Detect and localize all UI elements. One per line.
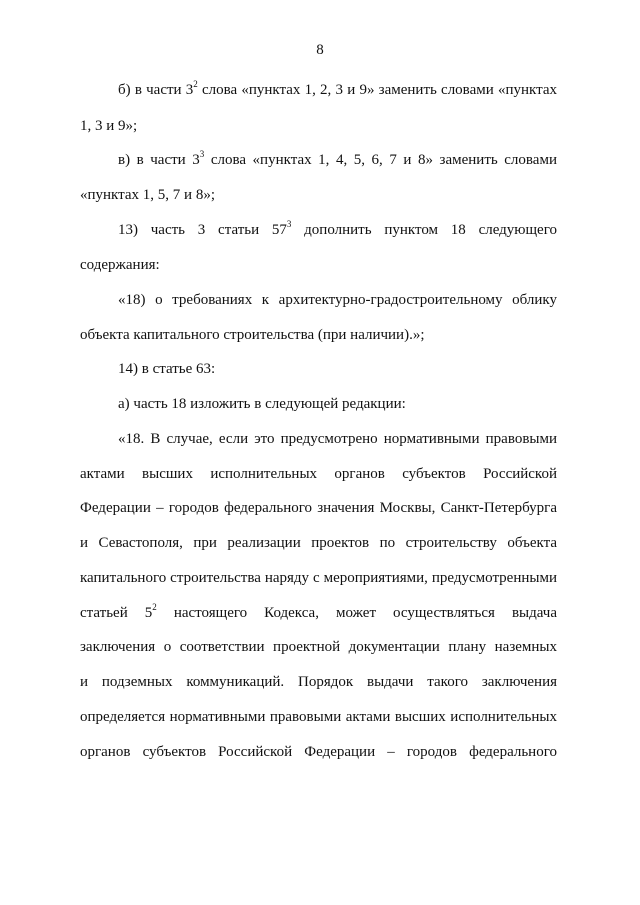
text-line: «18) о требованиях к архитектурно-градостроительному облику xyxy=(118,292,557,308)
text-line xyxy=(118,150,557,170)
text-segment: дополнить пунктом 18 следующего xyxy=(291,222,557,238)
text-segment: слова «пунктах 1, 2, 3 и 9» заменить словами «пунктах xyxy=(197,82,557,98)
text-segment: в) в части 3 xyxy=(118,152,200,168)
superscript: 3 xyxy=(199,149,205,159)
superscript: 2 xyxy=(193,79,198,89)
text-line: заключения о соответствии проектной документации плану наземных xyxy=(80,639,557,655)
text-line: а) часть 18 изложить в следующей редакции: xyxy=(118,396,406,412)
text-line: объекта капитального строительства (при наличии).»; xyxy=(80,327,425,343)
text-line: и подземных коммуникаций. Порядок выдачи такого заключения xyxy=(80,674,557,690)
text-line: Федерации – городов федерального значения Москвы, Санкт-Петербурга xyxy=(80,500,557,516)
text-line: 1, 3 и 9»; xyxy=(80,118,138,134)
text-segment: 13) часть 3 статьи 57 xyxy=(118,222,287,238)
text-segment: слова «пунктах 1, 4, 5, 6, 7 и 8» заменить словами xyxy=(204,152,557,168)
text-line: капитального строительства наряду с мероприятиями, предусмотренными xyxy=(80,570,557,586)
text-segment: статьей 5 xyxy=(80,605,153,621)
superscript: 2 xyxy=(152,602,157,612)
text-line: определяется нормативными правовыми актами высших исполнительных xyxy=(80,709,557,725)
superscript: 3 xyxy=(286,219,292,229)
text-segment: б) в части 3 xyxy=(118,82,194,98)
text-line: и Севастополя, при реализации проектов по строительству объекта xyxy=(80,535,557,551)
text-segment: настоящего Кодекса, может осуществляться выдача xyxy=(156,605,557,621)
text-line: «пунктах 1, 5, 7 и 8»; xyxy=(80,187,215,203)
text-line xyxy=(118,220,557,240)
text-line: органов субъектов Российской Федерации – городов федерального xyxy=(80,744,557,760)
text-line: актами высших исполнительных органов субъектов Российской xyxy=(80,466,557,482)
text-line xyxy=(118,80,557,100)
text-line: «18. В случае, если это предусмотрено нормативными правовыми xyxy=(118,431,557,447)
text-line: 14) в статье 63: xyxy=(118,361,216,377)
text-line: содержания: xyxy=(80,257,160,273)
text-line xyxy=(80,603,557,623)
page-number: 8 xyxy=(316,42,324,58)
